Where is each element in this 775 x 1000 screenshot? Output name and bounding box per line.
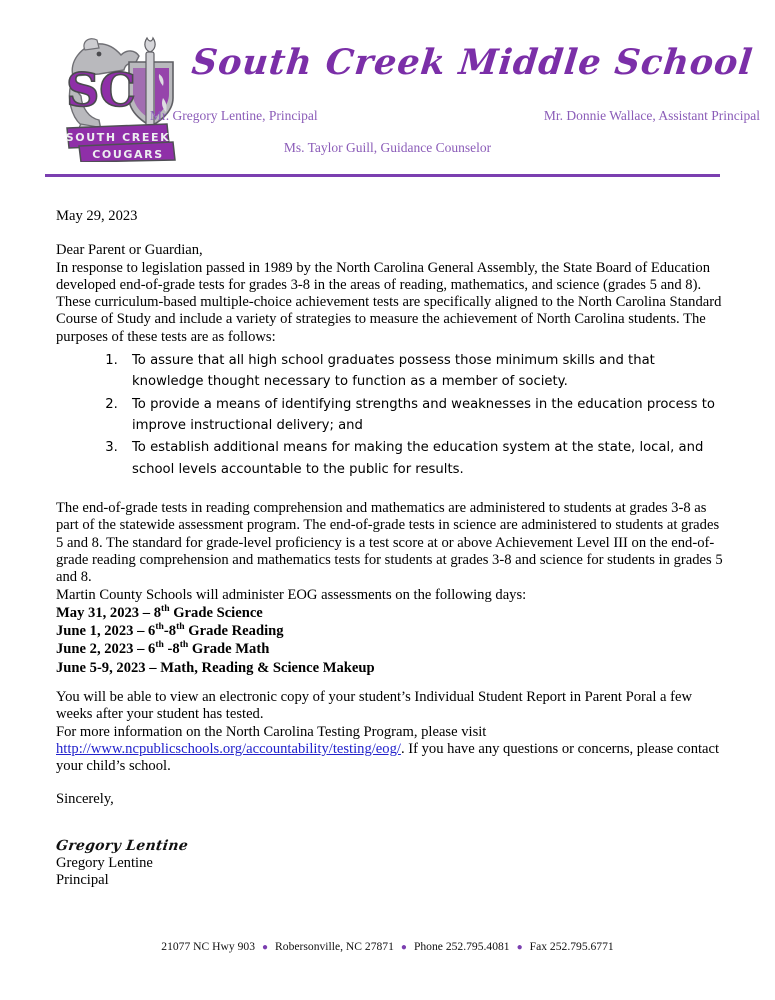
letterhead	[0, 0, 775, 170]
schedule-date: June 2, 2023	[56, 641, 134, 658]
schedule-dash: –	[145, 659, 161, 676]
schedule-dash: –	[133, 623, 149, 640]
footer-phone: Phone 252.795.4081	[413, 940, 510, 953]
schedule-date: May 31, 2023	[56, 604, 140, 621]
schedule-grade: 6	[148, 641, 156, 658]
schedule-intro: Martin County Schools will administer EOG assessments on the following days:	[56, 586, 527, 603]
schedule-grade: 8	[153, 604, 161, 621]
footer-fax: Fax 252.795.6771	[529, 940, 614, 953]
footer-address: 21077 NC Hwy 903	[161, 940, 255, 953]
svg-text:SC: SC	[66, 63, 136, 117]
list-item: 2. To provide a means of identifying strengths and weaknesses in the education process to improve instructional delivery; and	[122, 394, 728, 437]
page-title: South Creek Middle School	[189, 42, 756, 83]
salutation: Dear Parent or Guardian,	[56, 242, 203, 259]
schedule-subject: Math, Reading & Science Makeup	[160, 659, 375, 676]
counselor-row	[0, 139, 775, 157]
letter-date: May 29, 2023	[56, 208, 138, 224]
schedule-ordinal: th	[155, 621, 164, 633]
header-divider	[45, 174, 720, 177]
assistant-principal-name: Mr. Donnie Wallace, Assistant Principal	[543, 108, 760, 123]
footer-separator-icon: ●	[262, 941, 269, 953]
report-paragraph: You will be able to view an electronic copy of your student’s Individual Student Report in Parent Poral a few weeks after your student has tested.	[56, 689, 693, 723]
staff-row	[150, 108, 760, 124]
schedule-row	[56, 622, 728, 640]
schedule-subject: Grade Reading	[184, 623, 284, 640]
schedule-ordinal: th	[176, 621, 185, 633]
schedule-dash: –	[133, 641, 149, 658]
administration-paragraph: The end-of-grade tests in reading comprehension and mathematics are administered to students at grades 3-8 as part of the statewide assessment program. The end-of-grade tests in science are administered to students at grades 5 and 8. The standard for grade-level proficiency is a test score at or above Achievement Level III on the end-of-grade reading comprehension and mathematics tests for students at grades 3-8 and science for students in grades 5 and 8.	[56, 500, 723, 586]
schedule-grade-end: -8	[163, 641, 180, 658]
footer-city: Robersonville, NC 27871	[275, 940, 394, 953]
schedule-date: June 5-9, 2023	[56, 659, 146, 676]
schedule-row	[56, 604, 728, 622]
intro-paragraph: In response to legislation passed in 1989 by the North Carolina General Assembly, the State Board of Education developed end-of-grade tests for grades 3-8 in the areas of reading, mathematics, and science (grades 5 and 8). These curriculum-based multiple-choice achievement tests are specifically aligned to the North Carolina Standard Course of Study and include a variety of strategies to measure the achievement of North Carolina students. The purposes of these tests are as follows:	[56, 259, 722, 345]
list-item: 3. To establish additional means for making the education system at the state, local, and school levels accountable to the public for results.	[122, 437, 728, 480]
schedule-grade-end: -8	[163, 623, 177, 640]
schedule-row	[56, 640, 728, 658]
schedule-subject: Grade Science	[169, 604, 263, 621]
signature-script: Gregory Lentine	[54, 837, 190, 854]
testing-program-link[interactable]: http://www.ncpublicschools.org/accountability/testing/eog/	[56, 740, 401, 757]
list-item: 1. To assure that all high school graduates possess those minimum skills and that knowledge thought necessary to function as a member of society.	[122, 350, 728, 393]
schedule-list	[56, 604, 728, 677]
signature-title: Principal	[56, 872, 109, 889]
svg-text:SOUTH CREEK: SOUTH CREEK	[65, 131, 171, 144]
more-info-lead: For more information on the North Carolina Testing Program, please visit	[56, 723, 487, 740]
footer-separator-icon: ●	[400, 941, 407, 953]
schedule-row	[56, 659, 728, 677]
counselor-name: Ms. Taylor Guill, Guidance Counselor	[283, 140, 492, 155]
page-footer	[0, 940, 775, 953]
schedule-grade: 6	[148, 623, 156, 640]
schedule-ordinal: th	[161, 602, 170, 614]
purpose-list	[56, 350, 728, 480]
principal-name: Mr. Gregory Lentine, Principal	[150, 108, 318, 123]
schedule-ordinal: th	[179, 639, 189, 651]
more-info-paragraph	[56, 741, 728, 776]
closing: Sincerely,	[56, 790, 114, 807]
letter-body	[56, 208, 728, 890]
schedule-date: June 1, 2023	[56, 623, 134, 640]
schedule-subject: Grade Math	[188, 641, 270, 658]
signature-name: Gregory Lentine	[56, 854, 153, 871]
schedule-dash: –	[139, 604, 154, 621]
schedule-ordinal: th	[155, 639, 164, 651]
footer-separator-icon: ●	[516, 941, 523, 953]
more-info-tail: . If you have any questions or concerns, please contact your child’s school.	[56, 740, 720, 775]
svg-text:COUGARS: COUGARS	[92, 148, 164, 161]
